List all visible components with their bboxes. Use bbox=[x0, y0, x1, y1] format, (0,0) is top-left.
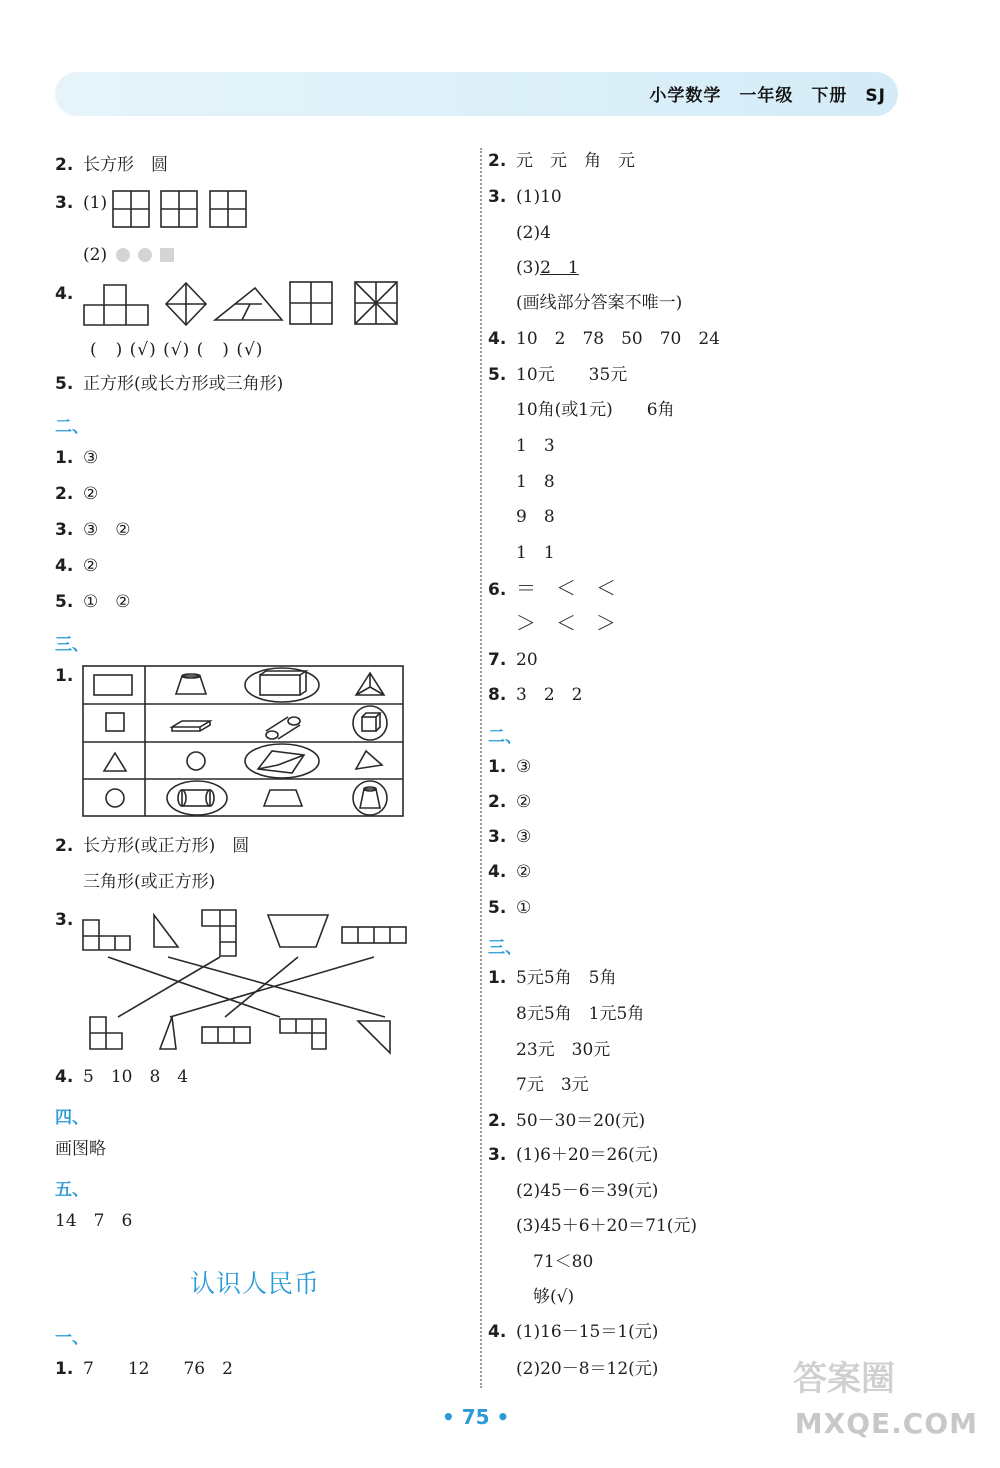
right-section-3: 三、 bbox=[488, 938, 522, 958]
header-title: 小学数学 一年级 下册 SJ bbox=[649, 86, 886, 106]
right-q5-row: 1 1 bbox=[516, 543, 555, 563]
page-number: • 75 • bbox=[442, 1405, 510, 1429]
left-q2: 2. 长方形 圆 bbox=[55, 155, 168, 175]
left-q3: 3. (1) bbox=[55, 193, 108, 213]
left-s3-q4: 4. 5 10 8 4 bbox=[55, 1067, 189, 1087]
grid-figures bbox=[110, 190, 250, 230]
right-q6: 6. ＝ ＜ ＜ bbox=[488, 576, 616, 600]
right-q5-row: 1 3 bbox=[516, 436, 555, 456]
left-q3-2: (2) bbox=[83, 245, 108, 265]
shape-table bbox=[82, 665, 404, 817]
right-q8: 8. 3 2 2 bbox=[488, 685, 583, 705]
right-q5-row: 10角(或1元) 6角 bbox=[516, 400, 675, 420]
left-s3-q2b: 三角形(或正方形) bbox=[83, 872, 216, 892]
right-s3-q4: 4. (1)16－15＝1(元) bbox=[488, 1322, 659, 1342]
right-q3-2: (2)4 bbox=[516, 223, 551, 243]
right-s2-item: 3. ③ bbox=[488, 827, 532, 847]
right-q3-note: (画线部分答案不唯一) bbox=[516, 293, 683, 313]
right-s3-q3-row: (3)45＋6＋20＝71(元) bbox=[516, 1216, 698, 1236]
right-s3-q1-row: 23元 30元 bbox=[516, 1040, 611, 1060]
header-banner bbox=[55, 72, 898, 116]
right-q5: 5. 10元 35元 bbox=[488, 365, 628, 385]
right-q5-row: 1 8 bbox=[516, 472, 555, 492]
right-s2-item: 2. ② bbox=[488, 792, 532, 812]
right-q4: 4. 10 2 78 50 70 24 bbox=[488, 329, 720, 349]
right-q6b: ＞ ＜ ＞ bbox=[516, 611, 616, 635]
right-s3-q4b: (2)20－8＝12(元) bbox=[516, 1359, 659, 1379]
left-q4: 4. bbox=[55, 284, 74, 304]
right-s2-item: 4. ② bbox=[488, 862, 532, 882]
right-q3: 3. (1)10 bbox=[488, 187, 562, 207]
right-q3-3: (3)2 1 bbox=[516, 258, 579, 278]
left-s3-q1: 1. bbox=[55, 666, 74, 686]
right-s3-q3-row: 71＜80 bbox=[516, 1252, 594, 1272]
left-s2-item: 2. ② bbox=[55, 484, 99, 504]
shaded-shapes bbox=[115, 246, 181, 266]
watermark-url: MXQE.COM bbox=[794, 1407, 978, 1440]
left-s4-text: 画图略 bbox=[55, 1139, 106, 1159]
left-s2-item: 4. ② bbox=[55, 556, 99, 576]
figure-row-q4 bbox=[82, 280, 412, 330]
left-s2-item: 3. ③ ② bbox=[55, 520, 131, 540]
left-section-5: 五、 bbox=[55, 1180, 89, 1200]
right-q7: 7. 20 bbox=[488, 650, 538, 670]
right-s3-q3-row: 够(√) bbox=[516, 1287, 575, 1307]
right-s3-q1-row: 7元 3元 bbox=[516, 1075, 589, 1095]
right-q5-row: 9 8 bbox=[516, 507, 555, 527]
right-s3-q1-row: 8元5角 1元5角 bbox=[516, 1004, 645, 1024]
left-s3-q3: 3. bbox=[55, 910, 74, 930]
right-s3-q3-row: (2)45－6＝39(元) bbox=[516, 1181, 659, 1201]
left-section-2: 二、 bbox=[55, 417, 89, 437]
left-s5-text: 14 7 6 bbox=[55, 1211, 133, 1231]
right-section-2: 二、 bbox=[488, 727, 522, 747]
left-s2-item: 5. ① ② bbox=[55, 592, 131, 612]
left-section-1b: 一、 bbox=[55, 1328, 89, 1348]
right-s2-item: 5. ① bbox=[488, 898, 532, 918]
watermark-logo: 答案圈 bbox=[793, 1359, 895, 1399]
left-section-4: 四、 bbox=[55, 1108, 89, 1128]
left-q5: 5. 正方形(或长方形或三角形) bbox=[55, 374, 284, 394]
right-s3-q3: 3. (1)6＋20＝26(元) bbox=[488, 1145, 659, 1165]
left-s3-q2: 2. 长方形(或正方形) 圆 bbox=[55, 836, 250, 856]
left-s2-item: 1. ③ bbox=[55, 448, 99, 468]
right-s3-q1: 1. 5元5角 5角 bbox=[488, 968, 617, 988]
right-q2: 2. 元 元 角 元 bbox=[488, 151, 635, 171]
left-s1b-q1: 1. 7 12 76 2 bbox=[55, 1359, 233, 1379]
unit-title: 认识人民币 bbox=[190, 1269, 321, 1298]
column-divider bbox=[480, 148, 482, 1388]
left-q4-marks: ( ) (√) (√) ( ) (√) bbox=[90, 340, 264, 360]
right-s2-item: 1. ③ bbox=[488, 757, 532, 777]
right-s3-q2: 2. 50－30＝20(元) bbox=[488, 1111, 646, 1131]
left-section-3: 三、 bbox=[55, 635, 89, 655]
matching-figure bbox=[80, 905, 410, 1053]
